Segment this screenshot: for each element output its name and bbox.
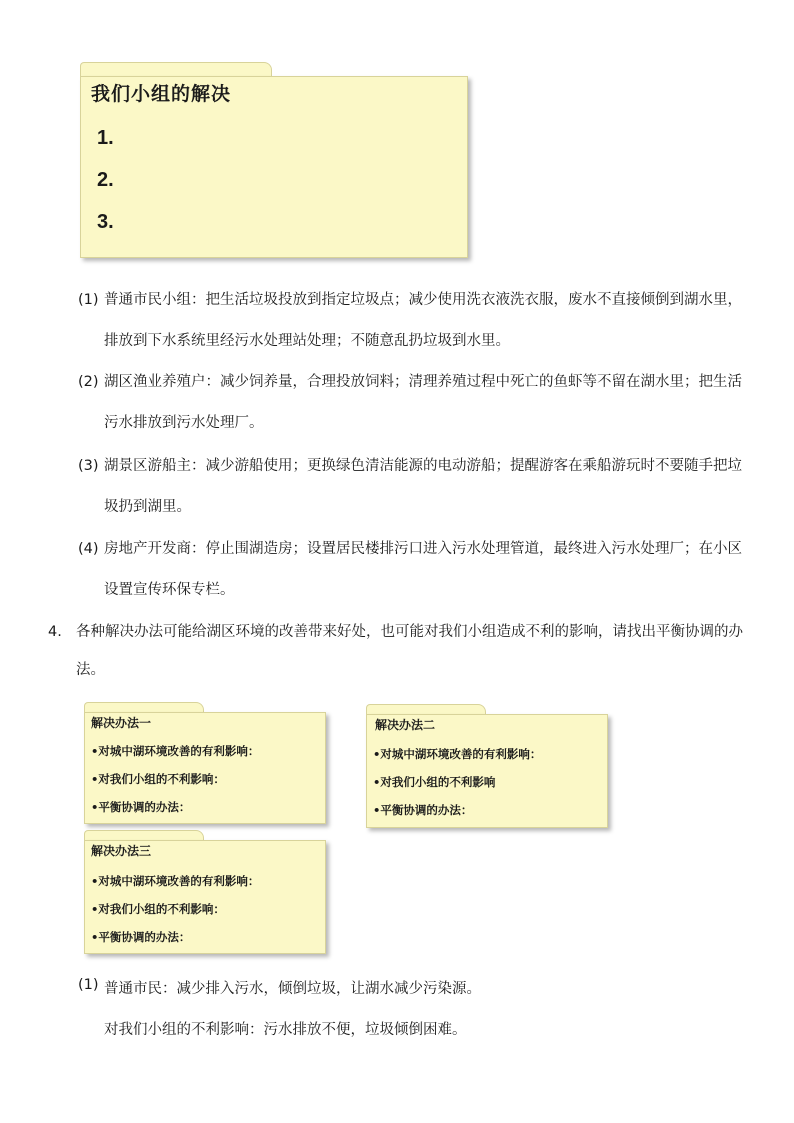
paragraph-1 [78,280,748,362]
paragraph-2-label: (2) [78,374,99,390]
main-note [80,76,468,258]
solution-note-3-title: 解决办法三 [91,844,152,858]
solution-note-3 [84,840,326,954]
solution-note-1-item-2: •对我们小组的不利影响： [91,772,225,786]
solution-note-1-item-3: •平衡协调的办法： [91,800,191,814]
solution-note-1-item-1: •对城中湖环境改善的有利影响： [91,744,260,758]
solution-note-2-item-2: •对我们小组的不利影响 [373,775,496,789]
paragraph-3-label: (3) [78,458,99,474]
paragraph-3 [78,446,748,528]
paragraph-2-text: 湖区渔业养殖户：减少饲养量，合理投放饲料；清理养殖过程中死亡的鱼虾等不留在湖水里；把生活污水排放到污水处理厂。 [104,374,742,431]
paragraph-1-text: 普通市民小组：把生活垃圾投放到指定垃圾点；减少使用洗衣液洗衣服，废水不直接倾倒到湖水里，排放到下水系统里经污水处理站处理；不随意乱扔垃圾到水里。 [104,292,742,349]
solution-note-1 [84,712,326,824]
solution-note-3-item-3: •平衡协调的办法： [91,930,191,944]
main-note-item-3: 3. [97,211,114,233]
main-note-title: 我们小组的解决 [91,83,232,105]
answer-line-2: 对我们小组的不利影响：污水排放不便，垃圾倾倒困难。 [104,1022,467,1038]
solution-note-1-title: 解决办法一 [91,716,152,730]
main-note-item-2: 2. [97,169,114,191]
paragraph-2 [78,362,748,444]
paragraph-3-text: 湖景区游船主：减少游船使用；更换绿色清洁能源的电动游船；提醒游客在乘船游玩时不要随手把垃圾扔到湖里。 [104,458,742,515]
solution-note-2-title: 解决办法二 [375,718,436,732]
answer-line-1: 普通市民：减少排入污水，倾倒垃圾，让湖水减少污染源。 [104,981,481,997]
question-4 [48,613,748,689]
question-4-text: 各种解决办法可能给湖区环境的改善带来好处，也可能对我们小组造成不利的影响，请找出平衡协调的办法。 [76,624,743,678]
solution-note-2 [366,714,608,828]
solution-note-3-item-1: •对城中湖环境改善的有利影响： [91,874,260,888]
solution-note-2-item-1: •对城中湖环境改善的有利影响： [373,747,542,761]
paragraph-4-text: 房地产开发商：停止围湖造房；设置居民楼排污口进入污水处理管道，最终进入污水处理厂；在小区设置宣传环保专栏。 [104,541,742,598]
paragraph-1-label: (1) [78,292,99,308]
answer-label: (1) [78,977,99,993]
question-4-label: 4. [48,624,62,640]
solution-note-2-item-3: •平衡协调的办法： [373,803,473,817]
solution-note-3-item-2: •对我们小组的不利影响： [91,902,225,916]
paragraph-4-label: (4) [78,541,99,557]
paragraph-4 [78,529,748,611]
main-note-item-1: 1. [97,127,114,149]
